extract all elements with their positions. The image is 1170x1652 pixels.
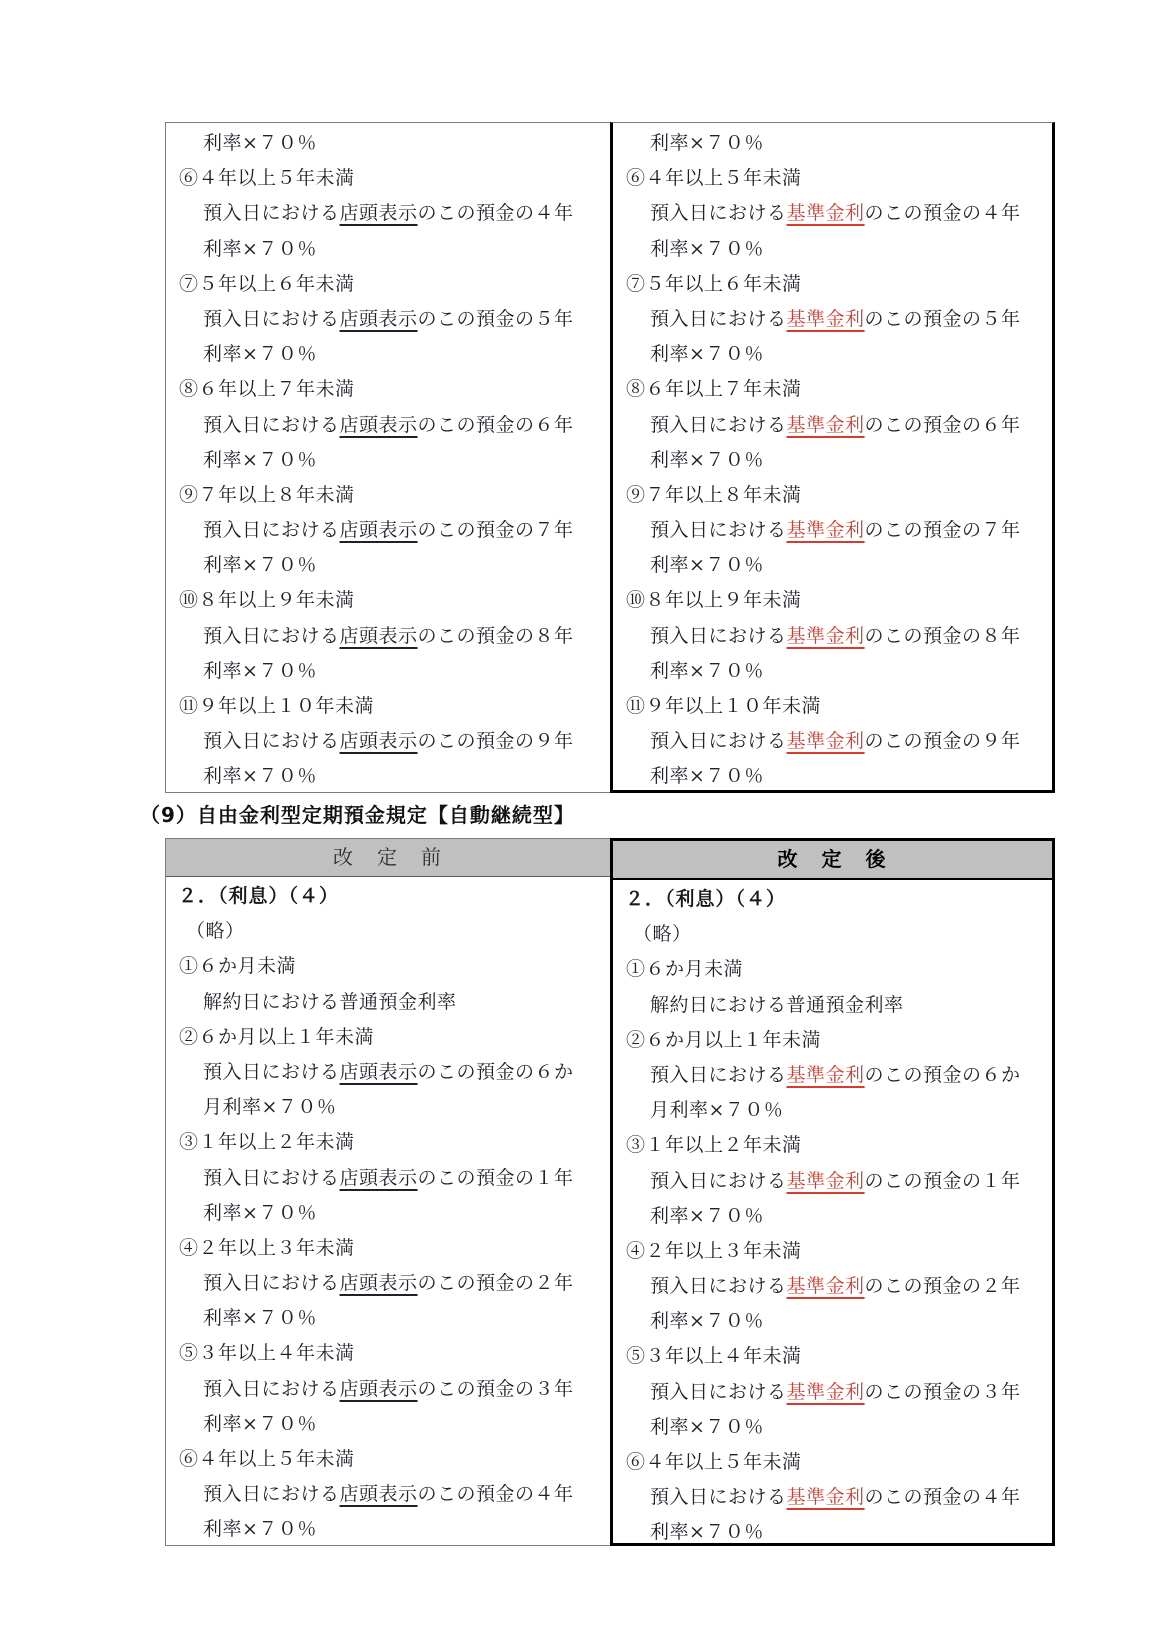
revised-term-highlight: 基準金利 (786, 1169, 865, 1192)
text-segment: のこの預金の８年 (864, 624, 1021, 647)
section-heading: （9）自由金利型定期預金規定【自動継続型】 (140, 803, 575, 827)
text-segment: 預入日における (650, 730, 787, 753)
text-line (166, 267, 610, 302)
after-revision-column (610, 838, 1055, 1546)
text-line (166, 1266, 610, 1301)
text-line (613, 1093, 1052, 1128)
after-revision-text (613, 123, 1052, 793)
text-segment: 預入日における (203, 730, 340, 753)
text-segment: 利率×７０％ (650, 659, 764, 682)
revised-term-highlight: 基準金利 (786, 1380, 865, 1403)
original-term-underlined: 店頭表示 (339, 519, 418, 542)
text-line (166, 689, 610, 724)
comparison-table-continued (165, 122, 1055, 793)
text-line (613, 1128, 1052, 1163)
text-segment: ⑩８年以上９年未満 (626, 589, 802, 612)
column-header-before: 改 定 前 (166, 839, 610, 877)
text-line (613, 302, 1052, 337)
text-segment: 利率×７０％ (203, 237, 317, 260)
text-segment: 利率×７０％ (203, 132, 317, 154)
text-segment: 預入日における (650, 1380, 787, 1403)
text-line (613, 917, 1052, 952)
text-line (613, 619, 1052, 654)
text-line (613, 126, 1052, 161)
text-segment: 預入日における (203, 307, 340, 330)
text-segment: 利率×７０％ (650, 448, 764, 471)
text-line (613, 161, 1052, 196)
text-segment: ③１年以上２年未満 (626, 1134, 802, 1157)
text-segment: のこの預金の１年 (417, 1166, 574, 1189)
text-line (166, 1196, 610, 1231)
text-segment: 利率×７０％ (650, 237, 764, 260)
text-line (613, 1515, 1052, 1546)
text-line (166, 1161, 610, 1196)
text-line (613, 724, 1052, 759)
text-segment: 預入日における (203, 624, 340, 647)
text-line (613, 1480, 1052, 1515)
text-segment: 預入日における (650, 1486, 787, 1509)
text-line (166, 1336, 610, 1371)
before-revision-text (166, 877, 610, 1546)
text-segment: ⑥４年以上５年未満 (179, 1448, 355, 1470)
text-line (613, 548, 1052, 583)
text-segment: 利率×７０％ (203, 1412, 317, 1435)
text-segment: 預入日における (203, 519, 340, 542)
text-segment: ①６か月未満 (179, 955, 297, 978)
text-line (613, 952, 1052, 987)
text-line (613, 689, 1052, 724)
revised-term-highlight: 基準金利 (786, 413, 865, 436)
text-line (613, 1445, 1052, 1480)
text-segment: ⑧６年以上７年未満 (626, 378, 802, 401)
text-segment: ①６か月未満 (626, 958, 744, 981)
text-line (166, 583, 610, 618)
text-segment: 利率×７０％ (650, 1310, 764, 1333)
original-term-underlined: 店頭表示 (339, 1483, 418, 1506)
text-segment: ⑦５年以上６年未満 (179, 272, 355, 295)
text-segment: 預入日における (650, 1169, 787, 1192)
text-segment: のこの預金の２年 (417, 1272, 574, 1295)
text-line (613, 759, 1052, 793)
text-segment: のこの預金の６年 (417, 413, 574, 436)
text-segment: ⑥４年以上５年未満 (626, 167, 802, 190)
text-line (166, 1372, 610, 1407)
revised-term-highlight: 基準金利 (786, 519, 865, 542)
text-line (613, 1269, 1052, 1304)
text-line (166, 1055, 610, 1090)
text-line (166, 161, 610, 196)
text-segment: ⑦５年以上６年未満 (626, 272, 802, 295)
text-line (166, 548, 610, 583)
original-term-underlined: 店頭表示 (339, 730, 418, 753)
text-line (613, 372, 1052, 407)
text-segment: 利率×７０％ (203, 659, 317, 682)
original-term-underlined: 店頭表示 (339, 1166, 418, 1189)
text-segment: （略） (633, 923, 692, 946)
text-segment: ２．（利息）（４） (625, 888, 787, 910)
text-segment: 預入日における (203, 1483, 340, 1506)
text-segment: のこの預金の７年 (864, 519, 1021, 542)
text-segment: のこの預金の１年 (864, 1169, 1021, 1192)
text-line (613, 1375, 1052, 1410)
text-segment: ④２年以上３年未満 (626, 1239, 802, 1262)
text-segment: のこの預金の４年 (417, 202, 574, 225)
text-segment: ⑪９年以上１０年未満 (626, 695, 822, 717)
text-segment: ②６か月以上１年未満 (179, 1025, 375, 1048)
revised-term-highlight: 基準金利 (786, 202, 865, 225)
text-segment: 利率×７０％ (650, 132, 764, 154)
text-segment: 預入日における (203, 1060, 340, 1083)
text-segment: 利率×７０％ (203, 1518, 317, 1541)
text-line (613, 1304, 1052, 1339)
after-revision-text (613, 880, 1052, 1546)
text-segment: 利率×７０％ (203, 765, 317, 788)
text-segment: 利率×７０％ (203, 343, 317, 366)
text-segment: ２．（利息）（４） (178, 885, 340, 907)
original-term-underlined: 店頭表示 (339, 1272, 418, 1295)
text-segment: 預入日における (650, 519, 787, 542)
text-segment: のこの預金の４年 (864, 202, 1021, 225)
text-segment: 利率×７０％ (650, 1415, 764, 1438)
text-segment: ⑥４年以上５年未満 (179, 167, 355, 190)
text-segment: のこの預金の４年 (417, 1483, 574, 1506)
revised-term-highlight: 基準金利 (786, 1486, 865, 1509)
text-line (613, 1410, 1052, 1445)
original-term-underlined: 店頭表示 (339, 1060, 418, 1083)
text-segment: のこの預金の６か (417, 1060, 574, 1083)
text-segment: ⑤３年以上４年未満 (179, 1342, 355, 1365)
original-term-underlined: 店頭表示 (339, 413, 418, 436)
column-header-after: 改 定 後 (613, 841, 1052, 880)
text-segment: 預入日における (650, 307, 787, 330)
text-line (166, 879, 610, 914)
text-segment: 解約日における普通預金利率 (203, 990, 457, 1013)
text-line (166, 1301, 610, 1336)
text-line (166, 759, 610, 793)
after-revision-column (610, 122, 1055, 793)
text-line (166, 232, 610, 267)
text-segment: 預入日における (203, 202, 340, 225)
text-line (613, 443, 1052, 478)
text-line (166, 619, 610, 654)
text-line (613, 988, 1052, 1023)
text-line (613, 1234, 1052, 1269)
text-line (613, 882, 1052, 917)
text-segment: のこの預金の５年 (864, 307, 1021, 330)
text-line (166, 372, 610, 407)
text-segment: （略） (186, 920, 245, 943)
text-line (166, 478, 610, 513)
text-line (166, 724, 610, 759)
text-segment: ⑨７年以上８年未満 (179, 483, 355, 506)
text-line (166, 985, 610, 1020)
text-segment: 預入日における (203, 1377, 340, 1400)
text-line (166, 914, 610, 949)
text-segment: ②６か月以上１年未満 (626, 1028, 822, 1051)
text-line (613, 267, 1052, 302)
text-line (166, 1125, 610, 1160)
text-line (166, 302, 610, 337)
text-segment: 預入日における (650, 413, 787, 436)
text-line (166, 196, 610, 231)
revised-term-highlight: 基準金利 (786, 1275, 865, 1298)
text-segment: 利率×７０％ (650, 1521, 764, 1544)
text-segment: ⑩８年以上９年未満 (179, 589, 355, 612)
text-line (166, 1407, 610, 1442)
text-segment: 預入日における (203, 413, 340, 436)
text-line (166, 1090, 610, 1125)
text-segment: のこの預金の７年 (417, 519, 574, 542)
text-segment: 解約日における普通預金利率 (650, 993, 904, 1016)
text-segment: のこの預金の３年 (864, 1380, 1021, 1403)
text-segment: のこの預金の５年 (417, 307, 574, 330)
text-line (613, 196, 1052, 231)
text-segment: 利率×７０％ (203, 1307, 317, 1330)
text-segment: のこの預金の３年 (417, 1377, 574, 1400)
text-segment: のこの預金の９年 (417, 730, 574, 753)
text-segment: のこの預金の６年 (864, 413, 1021, 436)
text-line (166, 1231, 610, 1266)
text-line (166, 1442, 610, 1477)
text-line (166, 337, 610, 372)
original-term-underlined: 店頭表示 (339, 307, 418, 330)
text-segment: ⑥４年以上５年未満 (626, 1451, 802, 1473)
text-segment: のこの預金の４年 (864, 1486, 1021, 1509)
text-segment: 利率×７０％ (650, 1204, 764, 1227)
text-line (166, 1477, 610, 1512)
text-line (613, 1058, 1052, 1093)
text-line (166, 126, 610, 161)
original-term-underlined: 店頭表示 (339, 1377, 418, 1400)
text-line (166, 443, 610, 478)
text-segment: ⑤３年以上４年未満 (626, 1345, 802, 1368)
text-segment: 月利率×７０％ (203, 1096, 337, 1119)
text-line (613, 337, 1052, 372)
revised-term-highlight: 基準金利 (786, 1063, 865, 1086)
text-segment: 預入日における (650, 624, 787, 647)
text-line (166, 654, 610, 689)
text-segment: ⑨７年以上８年未満 (626, 483, 802, 506)
revised-term-highlight: 基準金利 (786, 624, 865, 647)
text-line (613, 232, 1052, 267)
text-segment: のこの預金の９年 (864, 730, 1021, 753)
text-segment: 利率×７０％ (203, 554, 317, 577)
comparison-table (165, 838, 1055, 1546)
text-line (613, 478, 1052, 513)
text-segment: 利率×７０％ (650, 765, 764, 788)
text-line (613, 583, 1052, 618)
text-segment: 預入日における (650, 202, 787, 225)
text-line (613, 513, 1052, 548)
text-segment: 月利率×７０％ (650, 1099, 784, 1122)
original-term-underlined: 店頭表示 (339, 202, 418, 225)
original-term-underlined: 店頭表示 (339, 624, 418, 647)
text-segment: 利率×７０％ (650, 554, 764, 577)
text-segment: ③１年以上２年未満 (179, 1131, 355, 1154)
text-segment: 預入日における (203, 1166, 340, 1189)
text-line (166, 513, 610, 548)
text-segment: ④２年以上３年未満 (179, 1236, 355, 1259)
text-line (166, 1020, 610, 1055)
text-line (166, 1512, 610, 1546)
text-line (166, 949, 610, 984)
text-line (166, 408, 610, 443)
text-segment: 利率×７０％ (650, 343, 764, 366)
text-segment: 預入日における (203, 1272, 340, 1295)
text-line (613, 408, 1052, 443)
text-segment: 利率×７０％ (203, 448, 317, 471)
revised-term-highlight: 基準金利 (786, 730, 865, 753)
text-segment: 預入日における (650, 1063, 787, 1086)
text-segment: ⑪９年以上１０年未満 (179, 695, 375, 717)
text-segment: 利率×７０％ (203, 1201, 317, 1224)
text-segment: のこの預金の２年 (864, 1275, 1021, 1298)
text-line (613, 1199, 1052, 1234)
text-line (613, 1023, 1052, 1058)
text-line (613, 1339, 1052, 1374)
text-line (613, 1164, 1052, 1199)
text-line (613, 654, 1052, 689)
before-revision-text (166, 123, 610, 793)
text-segment: のこの預金の８年 (417, 624, 574, 647)
text-segment: のこの預金の６か (864, 1063, 1021, 1086)
text-segment: ⑧６年以上７年未満 (179, 378, 355, 401)
text-segment: 預入日における (650, 1275, 787, 1298)
revised-term-highlight: 基準金利 (786, 307, 865, 330)
before-revision-column (165, 838, 610, 1546)
before-revision-column (165, 122, 610, 793)
